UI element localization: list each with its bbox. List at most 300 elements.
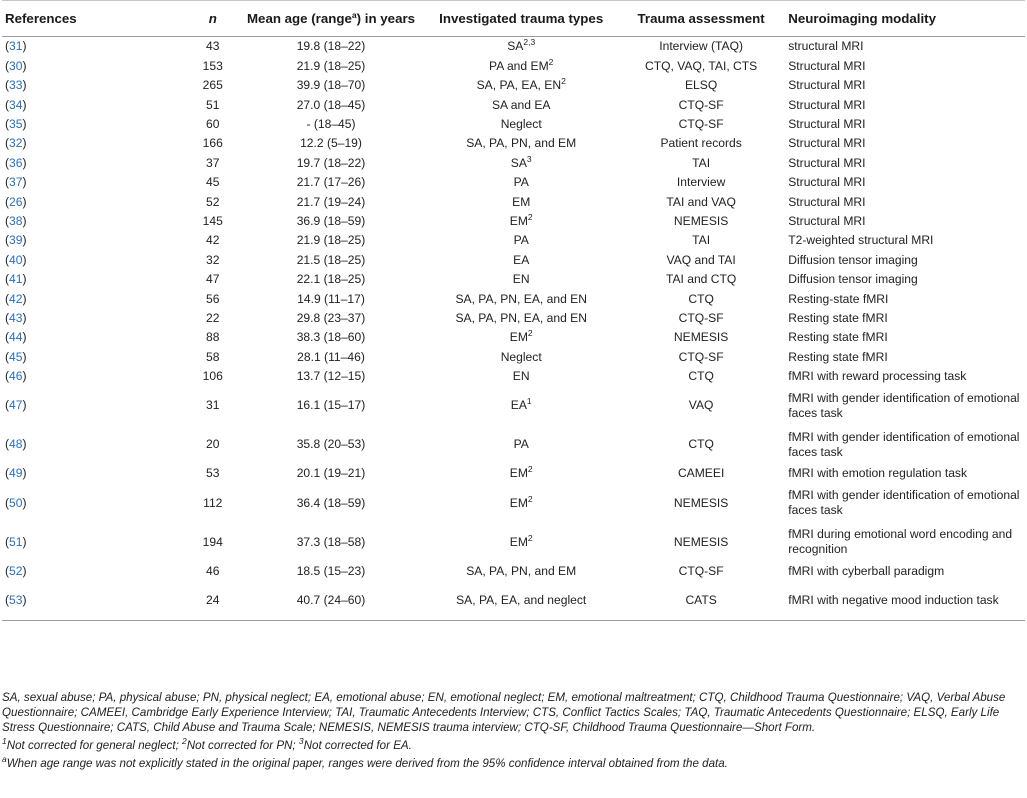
cell-assessment: CTQ, VAQ, TAI, CTS [645,58,758,73]
trauma-type-sup: 2 [561,76,566,87]
header-n [182,1,244,37]
cell-reference [2,76,182,95]
cell-reference [2,347,182,366]
trauma-type-sup: 2 [527,493,533,504]
cell-modality: Structural MRI [788,175,866,190]
ref-close-paren: ) [22,233,27,248]
cell-mean-age: 39.9 (18–70) [296,78,366,93]
age-range-note [2,756,1022,771]
trauma-type-text: SA, PA, PN, and EM [466,563,577,578]
cell-assessment: CTQ [688,437,714,452]
ref-close-paren: ) [22,369,27,384]
trauma-type-text: EA [510,398,527,413]
ref-close-paren: ) [22,291,27,306]
reference-link[interactable]: 39 [9,233,23,248]
cell-modality: fMRI during emotional word encoding and recognition [788,527,1013,556]
cell-trauma-type [418,386,624,425]
ref-close-paren: ) [22,252,27,267]
reference-link[interactable]: 36 [9,155,23,170]
table-row [2,153,1025,172]
cell-modality: Resting state fMRI [788,330,888,345]
cell-mean-age: 36.9 (18–59) [296,213,366,228]
trauma-type-text: PA [513,233,529,248]
table-row [2,367,1025,386]
studies-table [2,0,1025,621]
cell-n: 58 [206,349,220,364]
reference-link[interactable]: 30 [9,58,23,73]
cell-modality: Structural MRI [788,155,866,170]
ref-open-paren: ( [5,291,10,306]
cell-mean-age: 21.7 (19–24) [296,194,366,209]
header-mean-age [244,1,419,37]
cell-n: 51 [206,97,220,112]
ref-open-paren: ( [5,369,10,384]
header-age-pre: Mean age (range [246,11,352,26]
cell-trauma-type [418,464,624,483]
table-row [2,212,1025,231]
cell-reference [2,308,182,327]
cell-reference [2,115,182,134]
cell-mean-age: 21.9 (18–25) [296,233,366,248]
note-a-text: When age range was not explicitly stated in the original paper, ranges were derived from the 95% confidence interval obtained from the data. [6,757,728,770]
ref-close-paren: ) [22,78,27,93]
cell-mean-age: 21.5 (18–25) [296,252,366,267]
header-neuroimaging-modality: Neuroimaging modality [778,1,1025,37]
cell-n: 24 [182,581,244,621]
cell-mean-age: 29.8 (23–37) [296,310,366,325]
cell-assessment: TAI and VAQ [666,194,736,209]
ref-close-paren: ) [22,495,27,510]
cell-modality: Resting state fMRI [788,349,888,364]
reference-link[interactable]: 49 [9,466,23,481]
cell-mean-age: 18.5 (15–23) [296,563,366,578]
table-row [2,386,1025,425]
cell-n: 45 [206,175,220,190]
cell-n: 32 [206,252,220,267]
cell-modality: Structural MRI [788,78,866,93]
ref-close-paren: ) [22,310,27,325]
cell-assessment: CTQ-SF [678,97,724,112]
cell-modality: fMRI with negative mood induction task [778,581,1025,621]
cell-modality: fMRI with emotion regulation task [788,466,968,481]
ref-close-paren: ) [22,155,27,170]
ref-close-paren: ) [22,466,27,481]
cell-trauma-type [418,367,624,386]
cell-reference [2,270,182,289]
ref-close-paren: ) [22,117,27,131]
trauma-type-text: EM [509,330,528,345]
table-body [2,37,1025,621]
ref-open-paren: ( [5,233,10,248]
reference-link[interactable]: 41 [9,272,23,287]
cell-reference [2,37,182,57]
cell-n: 88 [206,330,220,345]
cell-modality: Structural MRI [788,58,866,73]
cell-modality: fMRI with gender identification of emotional faces task [788,488,1020,517]
cell-reference [2,328,182,347]
trauma-type-text: SA and EA [491,97,551,112]
table-row [2,308,1025,327]
ref-open-paren: ( [5,563,10,578]
trauma-type-text: Neglect [500,117,542,131]
table-row [2,270,1025,289]
cell-reference [2,561,182,580]
ref-close-paren: ) [22,534,27,549]
cell-trauma-type [418,522,624,561]
cell-n: 20 [206,437,220,452]
note-a-sup: a [2,754,7,764]
trauma-type-sup: 2,3 [523,37,536,48]
cell-reference [2,192,182,211]
trauma-type-text: PA and EM [489,58,549,73]
cell-assessment: TAI and CTQ [665,272,737,287]
ref-close-paren: ) [22,213,27,228]
cell-assessment: VAQ and TAI [666,252,736,267]
cell-reference [2,212,182,231]
cell-mean-age: 40.7 (24–60) [244,581,419,621]
cell-modality: Diffusion tensor imaging [788,252,918,267]
header-n-label: n [208,11,217,26]
cell-assessment: TAI [692,233,711,248]
cell-modality: Resting state fMRI [788,310,888,325]
ref-close-paren: ) [22,39,27,54]
cell-modality: Structural MRI [788,97,866,112]
cell-assessment: NEMESIS [673,495,729,510]
cell-mean-age: 21.9 (18–25) [296,58,366,73]
ref-close-paren: ) [22,593,27,608]
cell-reference [2,231,182,250]
ref-close-paren: ) [22,136,27,151]
cell-trauma-type [418,56,624,75]
table-row [2,173,1025,192]
cell-assessment: NEMESIS [673,213,729,228]
cell-assessment: CTQ [688,291,714,306]
cell-n: 153 [202,58,223,73]
ref-open-paren: ( [5,437,10,452]
table-row [2,581,1025,621]
trauma-type-text: SA, PA, PN, EA, and EN [455,291,587,306]
cell-n: 265 [202,78,223,93]
cell-n: 194 [202,534,223,549]
cell-modality: Structural MRI [788,194,866,209]
cell-assessment: CTQ-SF [678,310,724,325]
cell-reference [2,367,182,386]
cell-reference [2,581,182,621]
note-2-text: Not corrected for PN; [186,739,299,752]
trauma-type-text: SA [507,39,524,54]
trauma-type-text: EM [509,495,528,510]
cell-modality: fMRI with cyberball paradigm [788,563,945,578]
cell-n: 53 [206,466,220,481]
table-row [2,231,1025,250]
cell-mean-age: 28.1 (11–46) [297,349,365,364]
cell-modality: Resting-state fMRI [788,291,889,306]
ref-open-paren: ( [5,495,10,510]
table-row [2,464,1025,483]
trauma-type-text: SA, PA, EA, and neglect [456,593,587,608]
header-trauma-types: Investigated trauma types [418,1,624,37]
cell-n: 56 [206,291,220,306]
cell-n: 60 [206,117,220,131]
cell-reference [2,250,182,269]
cell-mean-age: 22.1 (18–25) [296,272,366,287]
cell-trauma-type [418,581,624,621]
trauma-type-sup: 2 [548,56,554,67]
ref-open-paren: ( [5,58,10,73]
cell-mean-age: 35.8 (20–53) [296,437,366,452]
cell-trauma-type [418,115,624,134]
cell-modality: T2-weighted structural MRI [788,233,934,248]
reference-link[interactable]: 31 [9,39,23,54]
table-header [2,1,1025,37]
ref-open-paren: ( [5,310,10,325]
ref-open-paren: ( [5,593,10,608]
cell-trauma-type [418,328,624,347]
table-row [2,328,1025,347]
reference-link[interactable]: 33 [9,78,23,93]
reference-link[interactable]: 45 [9,349,23,364]
reference-link[interactable]: 47 [9,398,23,413]
header-age-post: ) in years [356,11,416,26]
cell-mean-age: 38.3 (18–60) [296,330,366,345]
ref-open-paren: ( [5,175,10,190]
ref-open-paren: ( [5,117,10,131]
ref-open-paren: ( [5,213,10,228]
trauma-type-sup: 1 [526,396,532,407]
ref-open-paren: ( [5,466,10,481]
cell-n: 106 [202,369,223,384]
reference-link[interactable]: 32 [9,136,23,151]
cell-trauma-type [418,347,624,366]
table-row [2,250,1025,269]
ref-open-paren: ( [5,194,10,209]
cell-assessment: NEMESIS [673,330,729,345]
note-3-text: Not corrected for EA. [303,739,412,752]
cell-reference [2,464,182,483]
table-row [2,289,1025,308]
cell-assessment: CTQ-SF [678,117,724,131]
ref-close-paren: ) [22,272,27,287]
cell-modality: fMRI with gender identification of emotional faces task [788,391,1020,420]
ref-open-paren: ( [5,349,10,364]
cell-reference [2,289,182,308]
cell-n: 42 [206,233,220,248]
ref-close-paren: ) [22,349,27,364]
trauma-type-text: EM [509,466,528,481]
trauma-type-text: Neglect [500,349,542,364]
table-row [2,561,1025,580]
cell-reference [2,386,182,425]
note-1-sup: 1 [2,736,7,746]
trauma-type-text: SA, PA, EA, EN [476,78,562,93]
table-row [2,347,1025,366]
reference-link[interactable]: 35 [9,117,23,131]
cell-assessment: CTQ-SF [678,349,724,364]
cell-n: 112 [203,495,223,510]
ref-open-paren: ( [5,272,10,287]
cell-trauma-type [418,153,624,172]
cell-assessment: Patient records [660,136,742,151]
cell-assessment: NEMESIS [673,534,729,549]
trauma-type-sup: 2 [527,211,533,222]
table-row [2,56,1025,75]
cell-assessment: CAMEEI [677,466,725,481]
cell-reference [2,56,182,75]
trauma-type-text: PA [513,175,529,190]
reference-link[interactable]: 53 [9,593,23,608]
cell-modality: Diffusion tensor imaging [788,272,918,287]
cell-trauma-type [418,483,624,522]
cell-trauma-type [418,270,624,289]
ref-open-paren: ( [5,398,10,413]
table-row [2,192,1025,211]
reference-link[interactable]: 34 [9,97,23,112]
trauma-type-text: PA [513,437,529,452]
cell-modality: Structural MRI [788,136,866,151]
cell-reference [2,153,182,172]
ref-open-paren: ( [5,330,10,345]
cell-assessment: TAI [692,155,711,170]
cell-mean-age: 14.9 (11–17) [297,291,365,306]
cell-reference [2,134,182,153]
cell-trauma-type [418,76,624,95]
cell-n: 43 [206,39,220,54]
cell-mean-age: - (18–45) [306,117,356,131]
trauma-type-text: EM [509,534,528,549]
cell-n: 52 [206,194,220,209]
cell-assessment: VAQ [688,398,714,413]
cell-trauma-type [418,173,624,192]
cell-modality: Structural MRI [788,213,866,228]
cell-trauma-type [418,308,624,327]
reference-link[interactable]: 38 [9,213,23,228]
cell-n: 22 [206,310,220,325]
note-3-sup: 3 [298,736,304,746]
trauma-type-sup: 2 [527,328,533,339]
cell-modality: fMRI with reward processing task [788,369,967,384]
trauma-type-text: SA [510,155,527,170]
reference-link[interactable]: 46 [9,369,23,384]
cell-reference [2,522,182,561]
ref-close-paren: ) [22,563,27,578]
reference-link[interactable]: 52 [9,563,23,578]
trauma-type-sup: 2 [527,464,533,475]
ref-close-paren: ) [22,194,27,209]
cell-mean-age: 27.0 (18–45) [296,97,366,112]
reference-link[interactable]: 48 [9,437,23,452]
reference-link[interactable]: 51 [9,534,23,549]
cell-mean-age: 20.1 (19–21) [296,466,366,481]
cell-mean-age: 13.7 (12–15) [296,369,366,384]
cell-assessment: Interview (TAQ) [659,39,744,54]
cell-mean-age: 16.1 (15–17) [296,398,366,413]
trauma-type-sup: 3 [526,153,532,164]
reference-link[interactable]: 42 [9,291,23,306]
cell-mean-age: 19.7 (18–22) [296,155,366,170]
cell-mean-age: 21.7 (17–26) [296,175,366,190]
ref-close-paren: ) [22,398,27,413]
cell-trauma-type [418,37,624,57]
table-row [2,522,1025,561]
trauma-type-text: SA, PA, PN, and EM [466,136,577,151]
ref-open-paren: ( [5,39,10,54]
cell-assessment: CATS [624,581,778,621]
ref-open-paren: ( [5,78,10,93]
trauma-type-text: EN [512,272,530,287]
ref-close-paren: ) [22,175,27,190]
table-row [2,425,1025,464]
ref-open-paren: ( [5,97,10,112]
ref-open-paren: ( [5,136,10,151]
header-age-sup: a [351,10,357,20]
cell-reference [2,173,182,192]
cell-trauma-type [418,425,624,464]
ref-open-paren: ( [5,155,10,170]
cell-n: 31 [206,398,220,413]
header-trauma-assessment: Trauma assessment [624,1,778,37]
table-row [2,115,1025,134]
header-references: References [2,1,182,37]
reference-link[interactable]: 26 [9,194,23,209]
cell-trauma-type [418,192,624,211]
note-2-sup: 2 [182,736,187,746]
cell-reference [2,425,182,464]
cell-n: 37 [206,155,220,170]
trauma-type-text: EM [509,213,528,228]
cell-n: 47 [206,272,220,287]
table-row [2,37,1025,57]
ref-close-paren: ) [22,58,27,73]
reference-link[interactable]: 50 [9,495,23,510]
cell-n: 145 [202,213,223,228]
trauma-type-text: EA [513,252,530,267]
cell-mean-age: 37.3 (18–58) [296,534,366,549]
reference-link[interactable]: 44 [9,330,23,345]
cell-mean-age: 12.2 (5–19) [300,136,362,151]
cell-mean-age: 36.4 (18–59) [296,495,366,510]
note-1-text: Not corrected for general neglect; [6,739,183,752]
reference-link[interactable]: 37 [9,175,23,190]
cell-reference [2,95,182,114]
cell-n: 166 [202,136,223,151]
correction-notes [2,738,1022,753]
ref-open-paren: ( [5,252,10,267]
cell-trauma-type [418,134,624,153]
ref-open-paren: ( [5,534,10,549]
table-row [2,134,1025,153]
table-row [2,483,1025,522]
trauma-type-text: EN [512,369,530,384]
cell-trauma-type [418,231,624,250]
cell-trauma-type [418,289,624,308]
ref-close-paren: ) [22,330,27,345]
cell-mean-age: 19.8 (18–22) [296,39,366,54]
trauma-type-text: EM [512,194,531,209]
cell-reference [2,483,182,522]
cell-assessment: ELSQ [684,78,718,93]
cell-trauma-type [418,212,624,231]
ref-close-paren: ) [22,437,27,452]
cell-assessment: CTQ-SF [678,563,724,578]
cell-trauma-type [418,250,624,269]
reference-link[interactable]: 43 [9,310,23,325]
table-footnotes [2,690,1022,774]
table-row [2,76,1025,95]
cell-modality: fMRI with gender identification of emotional faces task [788,430,1020,459]
trauma-type-sup: 2 [527,532,533,543]
cell-assessment: CTQ [688,369,714,384]
reference-link[interactable]: 40 [9,252,23,267]
